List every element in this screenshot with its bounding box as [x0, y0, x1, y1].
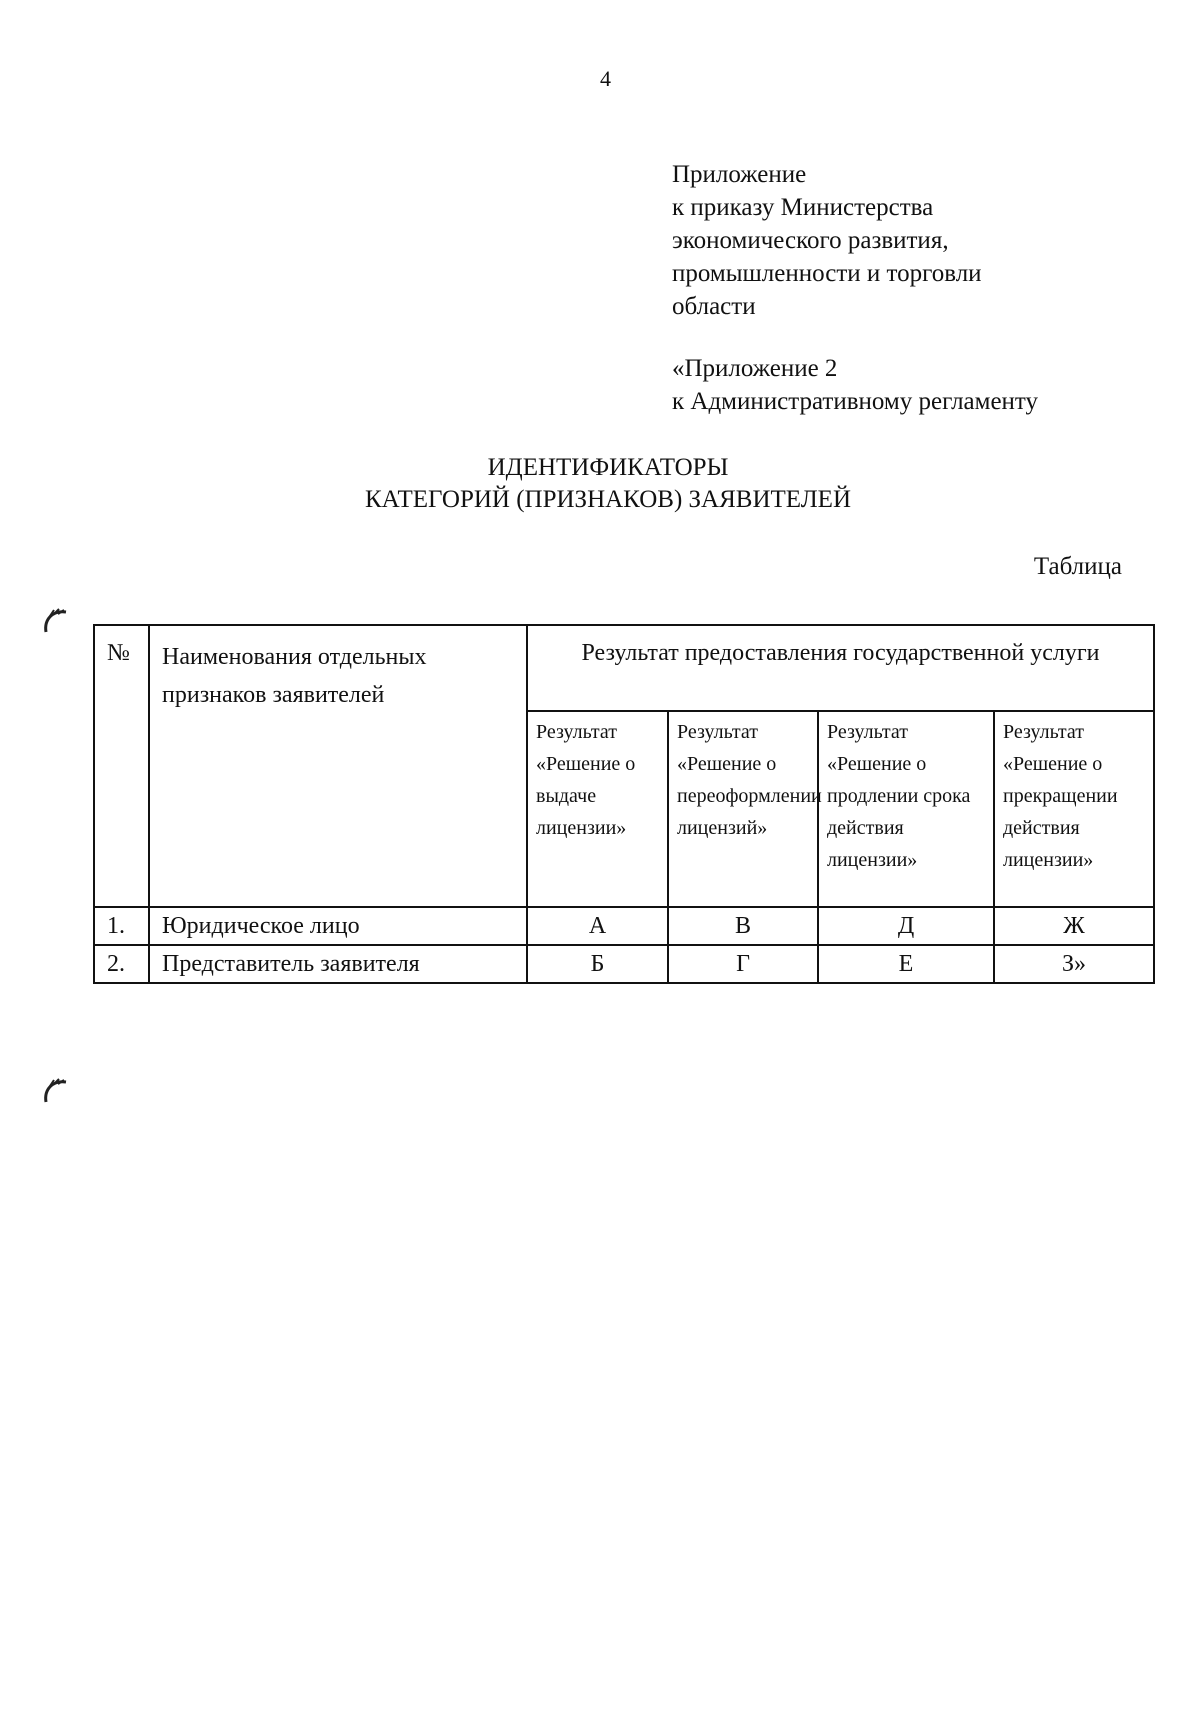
table-caption: Таблица: [1033, 553, 1122, 580]
header-name: Наименования отдельных признаков заявителей: [149, 625, 527, 907]
subheader-termination: Результат «Решение о прекращении действия лицензии»: [994, 711, 1154, 907]
table-header-row: [94, 625, 1154, 711]
subheader-extension: Результат «Решение о продлении срока действия лицензии»: [818, 711, 994, 907]
row-number: 1.: [94, 907, 149, 945]
row-number: 2.: [94, 945, 149, 983]
attachment-line: Приложение: [672, 161, 807, 188]
subheader-reissue: Результат «Решение о переоформлении лицензий»: [668, 711, 818, 907]
attachment-line: экономического развития,: [672, 227, 949, 254]
row-value: З»: [994, 945, 1154, 983]
annex-line: к Административному регламенту: [672, 388, 1039, 415]
title-line-2: КАТЕГОРИЙ (ПРИЗНАКОВ) ЗАЯВИТЕЛЕЙ: [364, 486, 852, 513]
row-value: А: [527, 907, 668, 945]
header-number: №: [94, 625, 149, 907]
identifiers-table: [93, 624, 1155, 984]
hole-punch-mark: [40, 606, 74, 636]
header-result-group: Результат предоставления государственной услуги: [527, 625, 1154, 711]
attachment-block: [672, 158, 982, 323]
annex-line: «Приложение 2: [672, 355, 838, 382]
table-row: [94, 945, 1154, 983]
attachment-line: области: [672, 293, 756, 320]
attachment-line: к приказу Министерства: [672, 194, 934, 221]
row-value: Г: [668, 945, 818, 983]
row-value: В: [668, 907, 818, 945]
row-value: Д: [818, 907, 994, 945]
attachment-line: промышленности и торговли: [672, 260, 982, 287]
title-line-1: ИДЕНТИФИКАТОРЫ: [487, 454, 729, 481]
row-value: Ж: [994, 907, 1154, 945]
page-number: 4: [600, 66, 611, 91]
hole-punch-mark: [40, 1076, 74, 1106]
document-title: [0, 452, 1200, 516]
row-name: Представитель заявителя: [149, 945, 527, 983]
subheader-issue: Результат «Решение о выдаче лицензии»: [527, 711, 668, 907]
annex-block: [672, 352, 1038, 418]
row-value: Е: [818, 945, 994, 983]
row-name: Юридическое лицо: [149, 907, 527, 945]
row-value: Б: [527, 945, 668, 983]
table-row: [94, 907, 1154, 945]
